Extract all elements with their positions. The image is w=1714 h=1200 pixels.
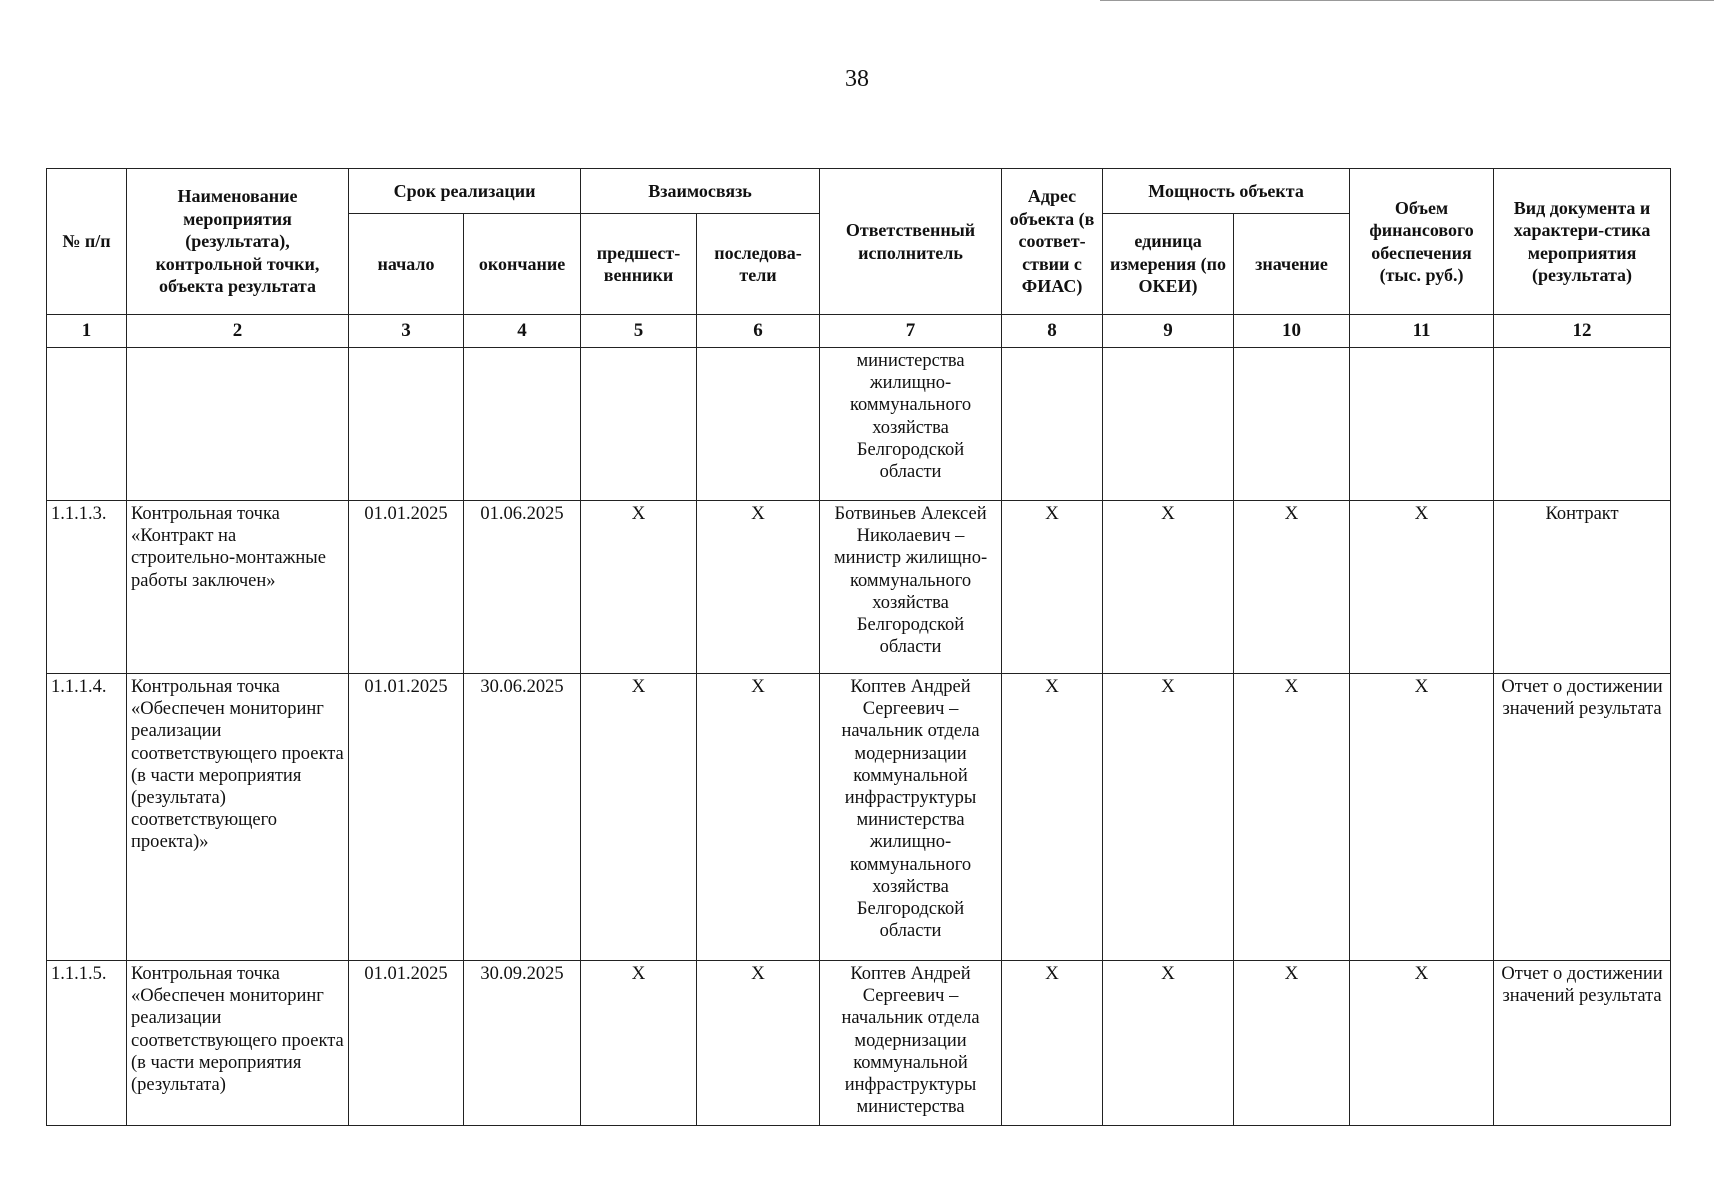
cell-value: X — [1234, 961, 1350, 1126]
cell-next: X — [697, 961, 820, 1126]
cell-num: 1.1.1.4. — [47, 674, 127, 961]
cell-name: Контрольная точка «Обеспечен мониторинг реализации соответствующего проекта (в части мероприятия (результата) — [127, 961, 349, 1126]
page-number: 38 — [845, 66, 869, 92]
cell-next: X — [697, 674, 820, 961]
cell-unit: X — [1103, 501, 1234, 674]
cell-name — [127, 348, 349, 501]
cell-value — [1234, 348, 1350, 501]
cell-prev: X — [581, 501, 697, 674]
cell-num — [47, 348, 127, 501]
table-row — [47, 674, 1671, 961]
col-number: 7 — [820, 315, 1002, 348]
header-num: № п/п — [47, 169, 127, 315]
cell-start — [349, 348, 464, 501]
cell-address: X — [1002, 961, 1103, 1126]
cell-unit: X — [1103, 674, 1234, 961]
col-number: 12 — [1494, 315, 1671, 348]
col-number: 5 — [581, 315, 697, 348]
header-doc-type: Вид документа и характери-стика мероприятия (результата) — [1494, 169, 1671, 315]
cell-doc: Контракт — [1494, 501, 1671, 674]
cell-finance: X — [1350, 674, 1494, 961]
header-relation-next: последова-тели — [697, 214, 820, 315]
cell-num: 1.1.1.3. — [47, 501, 127, 674]
cell-value: X — [1234, 501, 1350, 674]
cell-doc: Отчет о достижении значений результата — [1494, 961, 1671, 1126]
cell-value: X — [1234, 674, 1350, 961]
cell-address: X — [1002, 501, 1103, 674]
header-period-end: окончание — [464, 214, 581, 315]
cell-end: 30.06.2025 — [464, 674, 581, 961]
plan-table — [46, 168, 1671, 1126]
cell-responsible: Коптев Андрей Сергеевич – начальник отдела модернизации коммунальной инфраструктуры министерства жилищно-коммунального хозяйства Белгородской области — [820, 674, 1002, 961]
cell-start: 01.01.2025 — [349, 961, 464, 1126]
cell-address — [1002, 348, 1103, 501]
cell-address: X — [1002, 674, 1103, 961]
cell-unit — [1103, 348, 1234, 501]
cell-responsible: министерства жилищно-коммунального хозяйства Белгородской области — [820, 348, 1002, 501]
header-relation-prev: предшест-венники — [581, 214, 697, 315]
cell-prev: X — [581, 961, 697, 1126]
col-number: 11 — [1350, 315, 1494, 348]
col-number: 1 — [47, 315, 127, 348]
cell-finance: X — [1350, 961, 1494, 1126]
col-number: 10 — [1234, 315, 1350, 348]
cell-responsible: Ботвиньев Алексей Николаевич – министр жилищно-коммунального хозяйства Белгородской области — [820, 501, 1002, 674]
col-number: 3 — [349, 315, 464, 348]
cell-prev: X — [581, 674, 697, 961]
cell-unit: X — [1103, 961, 1234, 1126]
col-number: 8 — [1002, 315, 1103, 348]
table-row — [47, 961, 1671, 1126]
col-number: 9 — [1103, 315, 1234, 348]
header-capacity: Мощность объекта — [1103, 169, 1350, 214]
cell-name: Контрольная точка «Контракт на строительно-монтажные работы заключен» — [127, 501, 349, 674]
cell-name: Контрольная точка «Обеспечен мониторинг реализации соответствующего проекта (в части мероприятия (результата) соответствующего проекта)» — [127, 674, 349, 961]
cell-next — [697, 348, 820, 501]
col-number: 6 — [697, 315, 820, 348]
cell-finance: X — [1350, 501, 1494, 674]
col-number: 4 — [464, 315, 581, 348]
table-row — [47, 348, 1671, 501]
header-name: Наименование мероприятия (результата), контрольной точки, объекта результата — [127, 169, 349, 315]
cell-end — [464, 348, 581, 501]
col-number: 2 — [127, 315, 349, 348]
header-period-start: начало — [349, 214, 464, 315]
cell-num: 1.1.1.5. — [47, 961, 127, 1126]
top-border-line — [1100, 0, 1714, 1]
cell-responsible: Коптев Андрей Сергеевич – начальник отдела модернизации коммунальной инфраструктуры министерства — [820, 961, 1002, 1126]
cell-doc: Отчет о достижении значений результата — [1494, 674, 1671, 961]
header-relation: Взаимосвязь — [581, 169, 820, 214]
table-row — [47, 501, 1671, 674]
header-capacity-value: значение — [1234, 214, 1350, 315]
header-finance: Объем финансового обеспечения (тыс. руб.) — [1350, 169, 1494, 315]
cell-finance — [1350, 348, 1494, 501]
header-address: Адрес объекта (в соответ-ствии с ФИАС) — [1002, 169, 1103, 315]
cell-start: 01.01.2025 — [349, 501, 464, 674]
cell-next: X — [697, 501, 820, 674]
cell-end: 30.09.2025 — [464, 961, 581, 1126]
cell-end: 01.06.2025 — [464, 501, 581, 674]
cell-doc — [1494, 348, 1671, 501]
header-period: Срок реализации — [349, 169, 581, 214]
cell-prev — [581, 348, 697, 501]
header-capacity-unit: единица измерения (по ОКЕИ) — [1103, 214, 1234, 315]
header-responsible: Ответственный исполнитель — [820, 169, 1002, 315]
cell-start: 01.01.2025 — [349, 674, 464, 961]
